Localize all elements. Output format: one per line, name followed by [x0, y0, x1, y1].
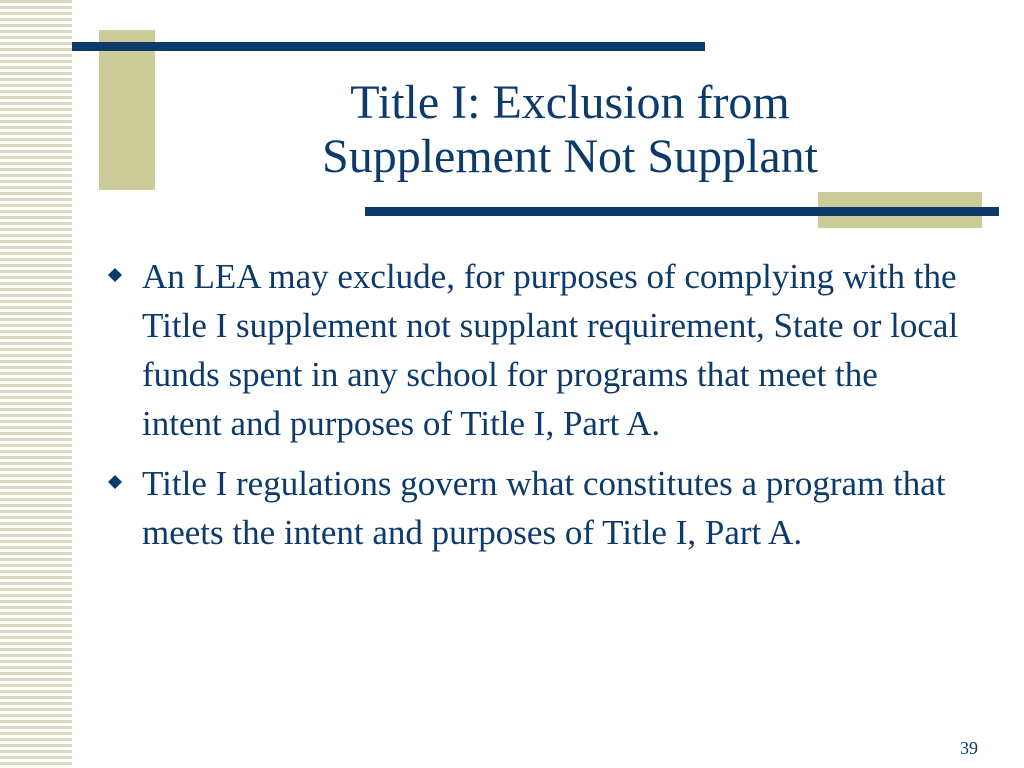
bullet-list — [105, 252, 965, 568]
page-number: 39 — [960, 738, 978, 758]
left-stripe-decoration — [0, 0, 72, 768]
slide-title-line-1: Title I: Exclusion from — [350, 76, 790, 129]
bullet-text: An LEA may exclude, for purposes of complying with the Title I supplement not supplant requirement, State or local funds spent in any school for programs that meet the intent and purposes of Title I, Part A. — [142, 257, 959, 443]
diamond-bullet-icon — [107, 267, 123, 283]
bullet-item — [105, 459, 965, 557]
top-accent-block — [99, 30, 155, 190]
slide-title-line-2: Supplement Not Supplant — [322, 130, 818, 183]
top-accent-line — [72, 42, 705, 51]
diamond-bullet-icon — [107, 474, 123, 490]
slide-title — [240, 76, 900, 184]
bullet-item — [105, 252, 965, 448]
bottom-accent-line — [365, 207, 999, 216]
bullet-text: Title I regulations govern what constitutes a program that meets the intent and purposes of Title I, Part A. — [142, 464, 946, 552]
